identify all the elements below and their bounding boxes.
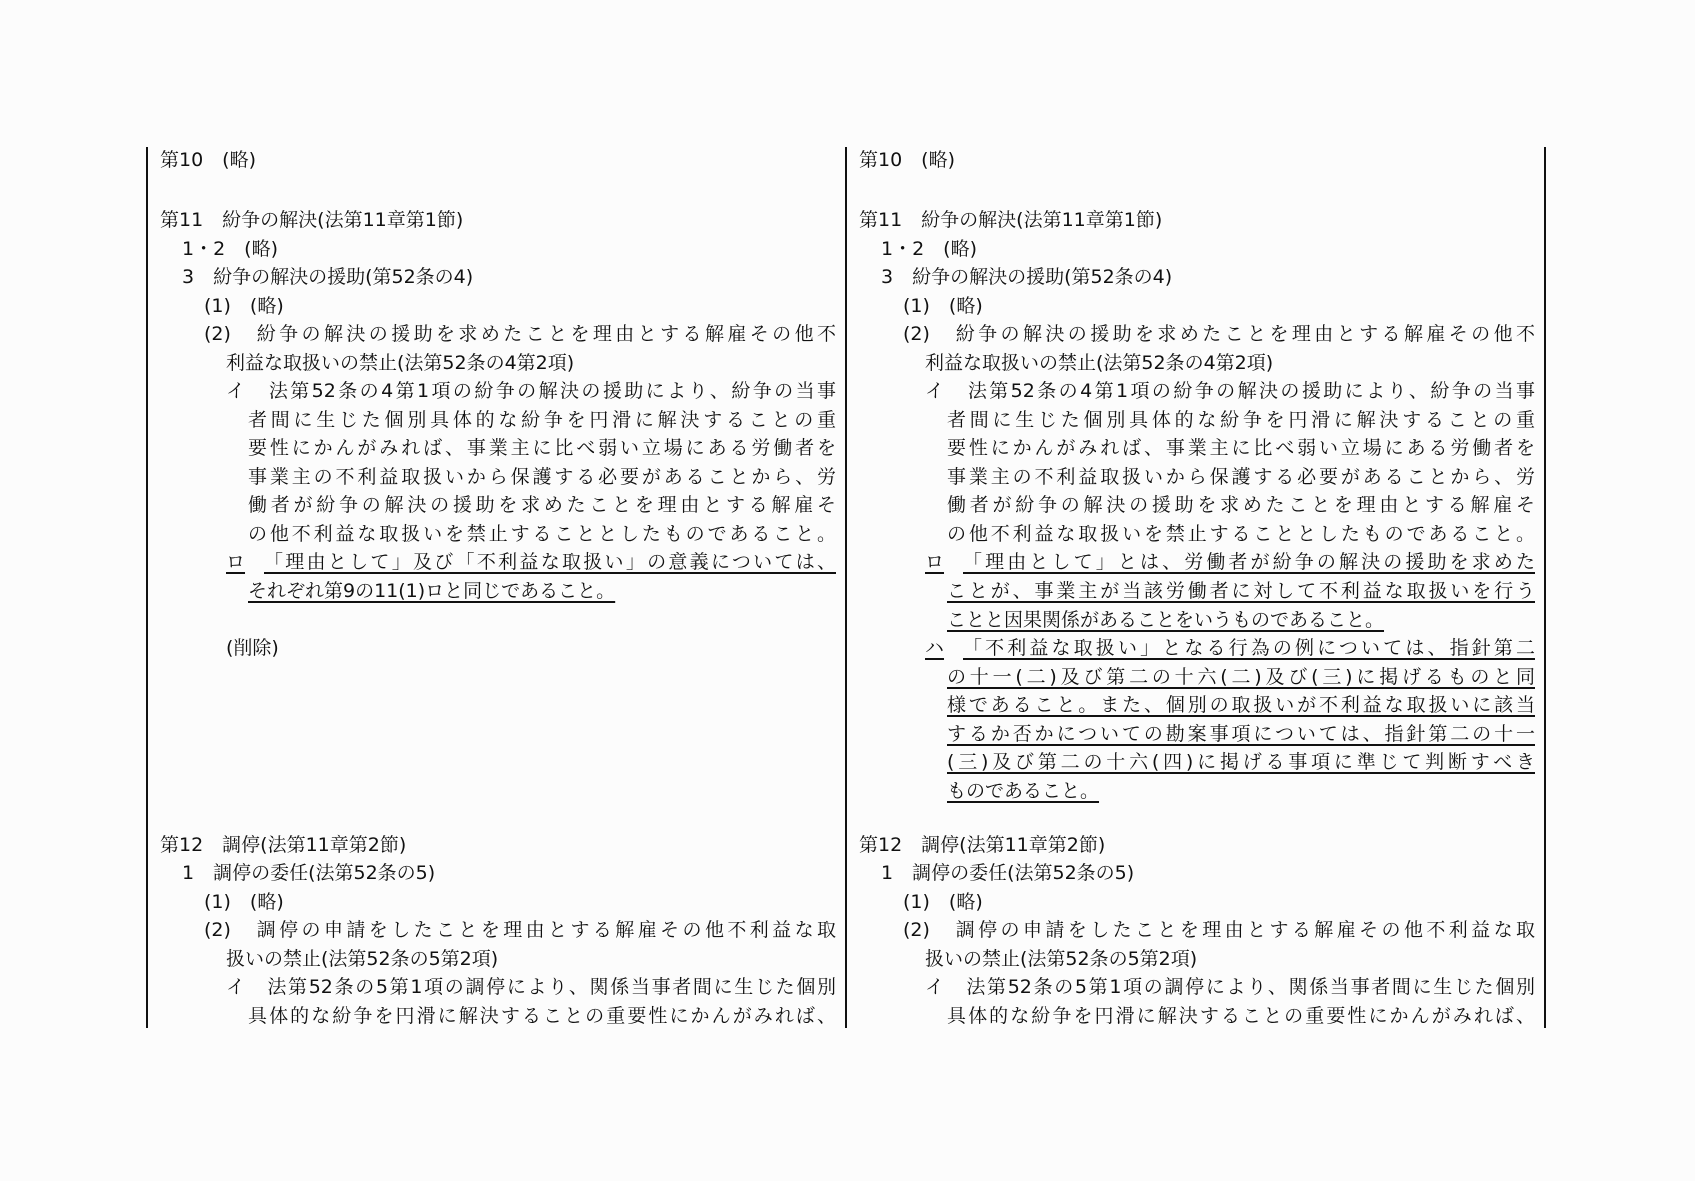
section-11-heading: 第11 紛争の解決(法第11章第1節) [160, 209, 464, 231]
para-ha-line: 「不利益な取扱い」となる行為の例については、指針第二 [963, 637, 1535, 659]
section-12-heading: 第12 調停(法第11章第2節) [160, 834, 407, 856]
para-i-line: 働者が紛争の解決の援助を求めたことを理由とする解雇そ [947, 494, 1535, 516]
section-10-heading: 第10 (略) [859, 149, 956, 171]
para-i-line: の他不利益な取扱いを禁止することとしたものであること。 [248, 523, 836, 545]
sub-2-heading-cont: 利益な取扱いの禁止(法第52条の4第2項) [226, 352, 575, 374]
para-ha-line: (三)及び第二の十六(四)に掲げる事項に準じて判断すべき [947, 751, 1535, 773]
sub-2-heading: (2) 紛争の解決の援助を求めたことを理由とする解雇その他不 [204, 323, 836, 345]
sub-1: (1) (略) [903, 295, 983, 317]
para-ro-label: ロ [226, 551, 246, 573]
para-i-line: 働者が紛争の解決の援助を求めたことを理由とする解雇そ [248, 494, 836, 516]
para-i-line: 者間に生じた個別具体的な紛争を円滑に解決することの重 [947, 409, 1535, 431]
table-border-left [146, 147, 148, 1028]
para-ha-line: するか否かについての勘案事項については、指針第二の十一 [947, 723, 1535, 745]
sub-2-heading: (2) 調停の申請をしたことを理由とする解雇その他不利益な取 [903, 919, 1535, 941]
para-ro-line: 「理由として」とは、労働者が紛争の解決の援助を求めた [963, 551, 1535, 573]
sub-1: (1) (略) [204, 295, 284, 317]
para-i-line: 事業主の不利益取扱いから保護する必要があることから、労 [248, 466, 836, 488]
section-10-heading: 第10 (略) [160, 149, 257, 171]
para-i-line: 具体的な紛争を円滑に解決することの重要性にかんがみれば、 [947, 1005, 1535, 1027]
para-i-line: 要性にかんがみれば、事業主に比べ弱い立場にある労働者を [248, 437, 836, 459]
sub-2-heading-cont: 扱いの禁止(法第52条の5第2項) [925, 948, 1198, 970]
sub-1: (1) (略) [204, 891, 284, 913]
item-3-heading: 3 紛争の解決の援助(第52条の4) [881, 266, 1173, 288]
para-i-line: の他不利益な取扱いを禁止することとしたものであること。 [947, 523, 1535, 545]
deleted-note: (削除) [226, 637, 279, 659]
section-12-heading: 第12 調停(法第11章第2節) [859, 834, 1106, 856]
para-ha-line: 様であること。また、個別の取扱いが不利益な取扱いに該当 [947, 694, 1535, 716]
para-ha-line: ものであること。 [947, 780, 1100, 802]
para-i-line: イ 法第52条の5第1項の調停により、関係当事者間に生じた個別 [925, 976, 1535, 998]
para-i-line: 事業主の不利益取扱いから保護する必要があることから、労 [947, 466, 1535, 488]
table-border-right [1544, 147, 1546, 1028]
para-i-line: イ 法第52条の5第1項の調停により、関係当事者間に生じた個別 [226, 976, 836, 998]
column-divider [845, 147, 847, 1028]
para-ro-line: 「理由として」及び「不利益な取扱い」の意義については、 [264, 551, 836, 573]
para-ro-line: ことと因果関係があることをいうものであること。 [947, 609, 1385, 631]
sub-2-heading-cont: 利益な取扱いの禁止(法第52条の4第2項) [925, 352, 1274, 374]
para-ro-line: それぞれ第9の11(1)ロと同じであること。 [248, 580, 616, 602]
para-ro-line: ことが、事業主が当該労働者に対して不利益な取扱いを行う [947, 580, 1535, 602]
para-i-line: 者間に生じた個別具体的な紛争を円滑に解決することの重 [248, 409, 836, 431]
para-i-line: 具体的な紛争を円滑に解決することの重要性にかんがみれば、 [248, 1005, 836, 1027]
item-1-2: 1・2 (略) [881, 238, 978, 260]
para-ro-label: ロ [925, 551, 945, 573]
para-ha-line: の十一(二)及び第二の十六(二)及び(三)に掲げるものと同 [947, 666, 1535, 688]
item-3-heading: 3 紛争の解決の援助(第52条の4) [182, 266, 474, 288]
para-i-line: イ 法第52条の4第1項の紛争の解決の援助により、紛争の当事 [226, 380, 836, 402]
item-1-heading: 1 調停の委任(法第52条の5) [881, 862, 1135, 884]
sub-2-heading: (2) 紛争の解決の援助を求めたことを理由とする解雇その他不 [903, 323, 1535, 345]
para-ha-label: ハ [925, 637, 945, 659]
sub-2-heading: (2) 調停の申請をしたことを理由とする解雇その他不利益な取 [204, 919, 836, 941]
para-i-line: 要性にかんがみれば、事業主に比べ弱い立場にある労働者を [947, 437, 1535, 459]
sub-1: (1) (略) [903, 891, 983, 913]
item-1-heading: 1 調停の委任(法第52条の5) [182, 862, 436, 884]
sub-2-heading-cont: 扱いの禁止(法第52条の5第2項) [226, 948, 499, 970]
section-11-heading: 第11 紛争の解決(法第11章第1節) [859, 209, 1163, 231]
para-i-line: イ 法第52条の4第1項の紛争の解決の援助により、紛争の当事 [925, 380, 1535, 402]
item-1-2: 1・2 (略) [182, 238, 279, 260]
